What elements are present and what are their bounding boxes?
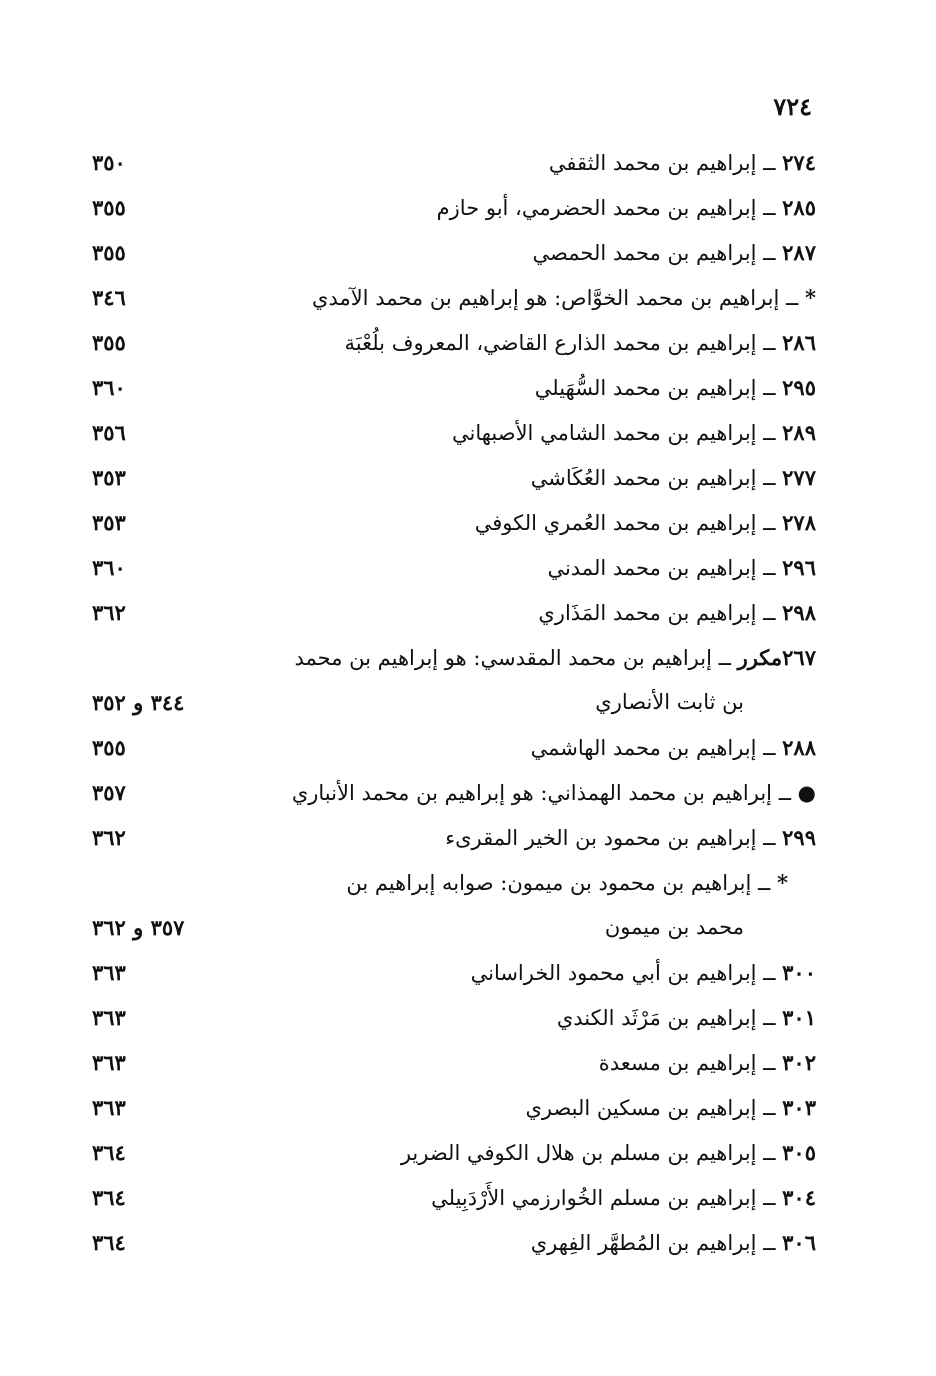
entry-name: إبراهيم بن محمد الحضرمي، أبو حازم: [436, 196, 757, 220]
index-entry-row: [84, 236, 816, 281]
entry-number: ٢٧٨: [782, 510, 816, 535]
entry-name: محمد بن ميمون: [604, 915, 744, 939]
entry-name: إبراهيم بن مسلم الخُوارزمي الأَرْدَبِيلي: [431, 1186, 757, 1210]
entry-name: إبراهيم بن محمد العُكَاشي: [530, 466, 757, 490]
entry-name: إبراهيم بن محمود بن الخير المقرىء: [445, 826, 757, 850]
entry-page-reference: ٣٦٣: [92, 1095, 126, 1120]
index-entry-text: [605, 915, 744, 939]
entry-number: *: [805, 285, 816, 310]
entry-separator: ــ: [756, 1096, 783, 1120]
index-entry-text: [445, 825, 816, 850]
entry-page-reference: ٣٦٠: [92, 375, 126, 400]
entry-number: ٢٨٨: [782, 735, 816, 760]
entry-name: إبراهيم بن محمد الذارع القاضي، المعروف بلُعْبَة: [344, 331, 757, 355]
entry-number: *: [777, 870, 788, 895]
index-entry-text: [475, 510, 816, 535]
index-entry-row: [84, 1001, 816, 1046]
index-entry-row: [84, 956, 816, 1001]
index-entry-text: [431, 1185, 816, 1210]
entry-page-reference: ٣٥٥: [92, 240, 126, 265]
index-entries-list: [84, 146, 816, 1271]
entry-separator: ــ: [756, 601, 783, 625]
entry-page-reference: ٣٥٥: [92, 330, 126, 355]
entry-number: ٣٠٦: [782, 1230, 816, 1255]
entry-separator: ــ: [756, 331, 783, 355]
index-entry-text: [557, 1005, 816, 1030]
index-entry-text: [531, 735, 816, 760]
index-entry-text: [401, 1140, 816, 1165]
entry-name: إبراهيم بن محمد الهاشمي: [530, 736, 757, 760]
index-entry-row: [84, 641, 816, 686]
entry-name: إبراهيم بن محمد السُّهَيلي: [534, 376, 757, 400]
entry-number: ٣٠٤: [782, 1185, 816, 1210]
entry-name: إبراهيم بن محمد المقدسي: هو إبراهيم بن محمد: [294, 646, 712, 670]
entry-number: ٢٨٦: [782, 330, 816, 355]
entry-page-reference: ٣٦٤: [92, 1185, 126, 1210]
entry-page-reference: ٣٦٠: [92, 555, 126, 580]
index-entry-text: [346, 870, 788, 895]
index-entry-row: [84, 821, 816, 866]
index-entry-row: [84, 1136, 816, 1181]
entry-name: إبراهيم بن أبي محمود الخراساني: [470, 961, 757, 985]
index-entry-text: [599, 1050, 816, 1075]
entry-number: ٢٩٥: [782, 375, 816, 400]
entry-separator: ــ: [772, 781, 798, 805]
entry-separator: ــ: [756, 1141, 783, 1165]
entry-name: إبراهيم بن محمد المَذَاري: [538, 601, 757, 625]
entry-name: إبراهيم بن محمد العُمري الكوفي: [474, 511, 757, 535]
entry-separator: ــ: [756, 736, 783, 760]
entry-page-reference: ٣٥٥: [92, 735, 126, 760]
index-entry-row: [84, 1046, 816, 1091]
entry-separator: ــ: [756, 511, 783, 535]
index-entry-row: [84, 416, 816, 461]
entry-separator: ــ: [779, 286, 806, 310]
index-entry-row: [84, 911, 816, 956]
index-entry-text: [538, 600, 816, 625]
index-entry-row: [84, 326, 816, 371]
entry-separator: ــ: [756, 196, 783, 220]
index-entry-row: [84, 1226, 816, 1271]
entry-name: إبراهيم بن محمد الشامي الأصبهاني: [451, 421, 757, 445]
entry-name: إبراهيم بن محمد الحمصي: [532, 241, 757, 265]
index-entry-text: [533, 240, 816, 265]
index-entry-text: [295, 645, 817, 670]
entry-separator: ــ: [711, 646, 738, 670]
entry-separator: ــ: [756, 376, 783, 400]
entry-page-reference: ٣٦٣: [92, 960, 126, 985]
entry-page-reference: ٣٥٥: [92, 195, 126, 220]
entry-separator: ــ: [756, 1186, 783, 1210]
index-entry-text: [595, 690, 744, 714]
entry-page-reference: ٣٥٣: [92, 465, 126, 490]
index-entry-row: [84, 776, 816, 821]
entry-page-reference: ٣٥٧: [92, 780, 126, 805]
entry-name: إبراهيم بن مسعدة: [598, 1051, 757, 1075]
entry-number: ٢٩٩: [782, 825, 816, 850]
entry-page-reference: ٣٦٢: [92, 600, 126, 625]
entry-name: إبراهيم بن مسلم بن هلال الكوفي الضرير: [400, 1141, 757, 1165]
index-entry-row: [84, 1181, 816, 1226]
index-entry-row: [84, 146, 816, 191]
index-entry-row: [84, 596, 816, 641]
entry-separator: ــ: [756, 961, 783, 985]
index-entry-row: [84, 686, 816, 731]
index-entry-row: [84, 371, 816, 416]
index-entry-text: [471, 960, 816, 985]
entry-number: ٢٩٨: [782, 600, 816, 625]
index-entry-text: [312, 285, 816, 310]
entry-name: إبراهيم بن محمد المدني: [547, 556, 757, 580]
entry-number: ●: [797, 780, 816, 805]
entry-page-reference: ٣٥٠: [92, 150, 126, 175]
entry-page-reference: ٣٤٦: [92, 285, 126, 310]
entry-name: إبراهيم بن محمد الخوَّاص: هو إبراهيم بن محمد الآمدي: [312, 286, 780, 310]
entry-number: ٢٩٦: [782, 555, 816, 580]
entry-number: ٢٨٧: [782, 240, 816, 265]
entry-number: ٢٧٤: [782, 150, 816, 175]
entry-number: ٣٠٣: [782, 1095, 816, 1120]
entry-separator: ــ: [756, 1006, 783, 1030]
entry-page-reference: ٣٤٤ و ٣٥٢: [92, 690, 185, 715]
index-entry-row: [84, 551, 816, 596]
index-entry-text: [549, 150, 816, 175]
entry-name: إبراهيم بن محمود بن ميمون: صوابه إبراهيم بن: [346, 871, 752, 895]
index-entry-text: [535, 375, 816, 400]
index-entry-row: [84, 866, 816, 911]
entry-number: ٢٧٧: [782, 465, 816, 490]
entry-page-reference: ٣٥٦: [92, 420, 126, 445]
entry-page-reference: ٣٥٧ و ٣٦٢: [92, 915, 185, 940]
index-entry-row: [84, 1091, 816, 1136]
entry-separator: ــ: [756, 1051, 783, 1075]
index-entry-text: [345, 330, 817, 355]
index-entry-text: [531, 1230, 816, 1255]
entry-number: ٣٠٥: [782, 1140, 816, 1165]
index-entry-row: [84, 281, 816, 326]
entry-name: إبراهيم بن محمد الثقفي: [548, 151, 757, 175]
index-entry-row: [84, 461, 816, 506]
index-entry-text: [292, 780, 816, 805]
index-entry-row: [84, 506, 816, 551]
entry-page-reference: ٣٦٤: [92, 1140, 126, 1165]
entry-number: ٣٠٢: [782, 1050, 816, 1075]
index-entry-text: [531, 465, 816, 490]
entry-number: ٢٨٥: [782, 195, 816, 220]
index-entry-text: [547, 555, 816, 580]
entry-number: ٢٨٩: [782, 420, 816, 445]
entry-page-reference: ٣٦٢: [92, 825, 126, 850]
entry-name: إبراهيم بن المُطهَّر الفِهري: [530, 1231, 757, 1255]
index-entry-text: [452, 420, 816, 445]
index-entry-text: [437, 195, 816, 220]
entry-separator: ــ: [756, 1231, 783, 1255]
entry-page-reference: ٣٦٤: [92, 1230, 126, 1255]
entry-separator: ــ: [751, 871, 778, 895]
entry-name: إبراهيم بن مسكين البصري: [525, 1096, 757, 1120]
entry-number: ٣٠١: [782, 1005, 816, 1030]
entry-page-reference: ٣٦٣: [92, 1050, 126, 1075]
entry-number: ٢٦٧مكرر: [737, 645, 816, 670]
index-entry-row: [84, 191, 816, 236]
entry-separator: ــ: [756, 151, 783, 175]
entry-separator: ــ: [756, 556, 783, 580]
entry-separator: ــ: [756, 826, 783, 850]
entry-name: إبراهيم بن محمد الهمذاني: هو إبراهيم بن محمد الأنباري: [291, 781, 773, 805]
entry-name: إبراهيم بن مَرْثَد الكندي: [556, 1006, 757, 1030]
page-number: ٧٢٤: [773, 92, 812, 121]
index-entry-text: [525, 1095, 816, 1120]
entry-separator: ــ: [756, 466, 783, 490]
entry-separator: ــ: [756, 241, 783, 265]
entry-separator: ــ: [756, 421, 783, 445]
index-entry-row: [84, 731, 816, 776]
entry-name: بن ثابت الأنصاري: [595, 690, 744, 714]
entry-page-reference: ٣٦٣: [92, 1005, 126, 1030]
entry-number: ٣٠٠: [782, 960, 816, 985]
entry-page-reference: ٣٥٣: [92, 510, 126, 535]
